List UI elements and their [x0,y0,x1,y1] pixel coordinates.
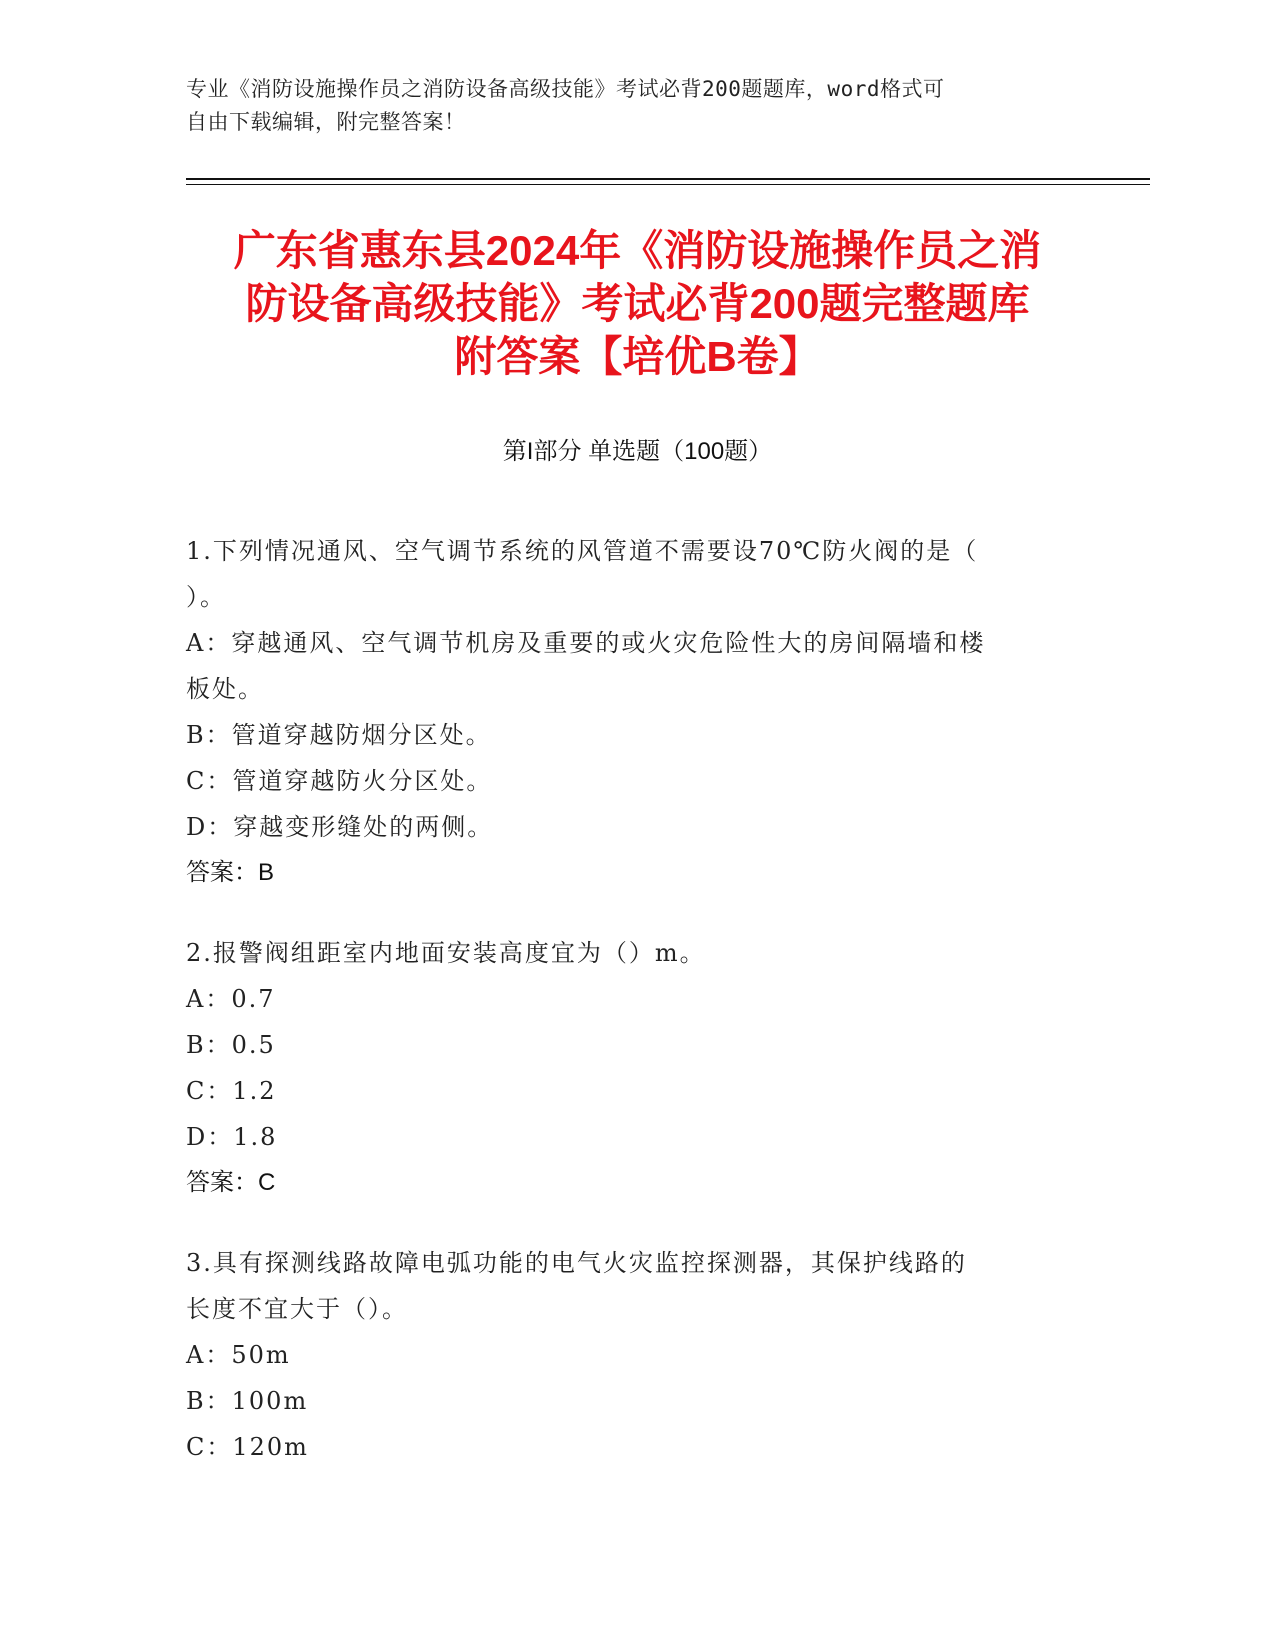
option-c: C：120m [186,1433,309,1461]
option-b: B：管道穿越防烟分区处。 [186,721,492,749]
title-line: 防设备高级技能》考试必背200题完整题库 [245,280,1030,327]
question-2 [186,930,1066,1206]
question-stem: 2.报警阀组距室内地面安装高度宜为（）m。 [186,939,706,967]
question-stem: ）。 [186,583,226,611]
question-list [186,528,1066,1504]
question-1 [186,528,1066,896]
option-b: B：0.5 [186,1031,276,1059]
answer-line: 答案：B [186,859,275,886]
title-line: 附答案【培优B卷】 [454,333,821,380]
question-stem: 1.下列情况通风、空气调节系统的风管道不需要设70℃防火阀的是（ [186,537,979,565]
header-note-line: 专业《消防设施操作员之消防设备高级技能》考试必背200题题库，word格式可 [186,77,945,101]
question-3 [186,1240,1066,1470]
question-stem: 长度不宜大于（）。 [186,1295,408,1323]
document-title [150,224,1125,383]
option-d: D：1.8 [186,1123,278,1151]
option-c: C：管道穿越防火分区处。 [186,767,493,795]
header-note-line: 自由下载编辑，附完整答案！ [186,110,466,134]
option-d: D：穿越变形缝处的两侧。 [186,813,494,841]
option-a: A：穿越通风、空气调节机房及重要的或火灾危险性大的房间隔墙和楼 [186,629,986,657]
answer-line: 答案：C [186,1169,276,1196]
section-heading: 第I部分 单选题（100题） [502,438,773,465]
option-a: A：0.7 [186,985,276,1013]
question-stem: 3.具有探测线路故障电弧功能的电气火灾监控探测器，其保护线路的 [186,1249,967,1277]
option-a-continued: 板处。 [186,675,264,703]
option-a: A：50m [186,1341,291,1369]
option-b: B：100m [186,1387,309,1415]
header-divider-thin [186,184,1150,185]
option-c: C：1.2 [186,1077,277,1105]
title-line: 广东省惠东县2024年《消防设施操作员之消 [233,227,1042,274]
header-note [186,73,1066,139]
header-divider [186,178,1150,180]
